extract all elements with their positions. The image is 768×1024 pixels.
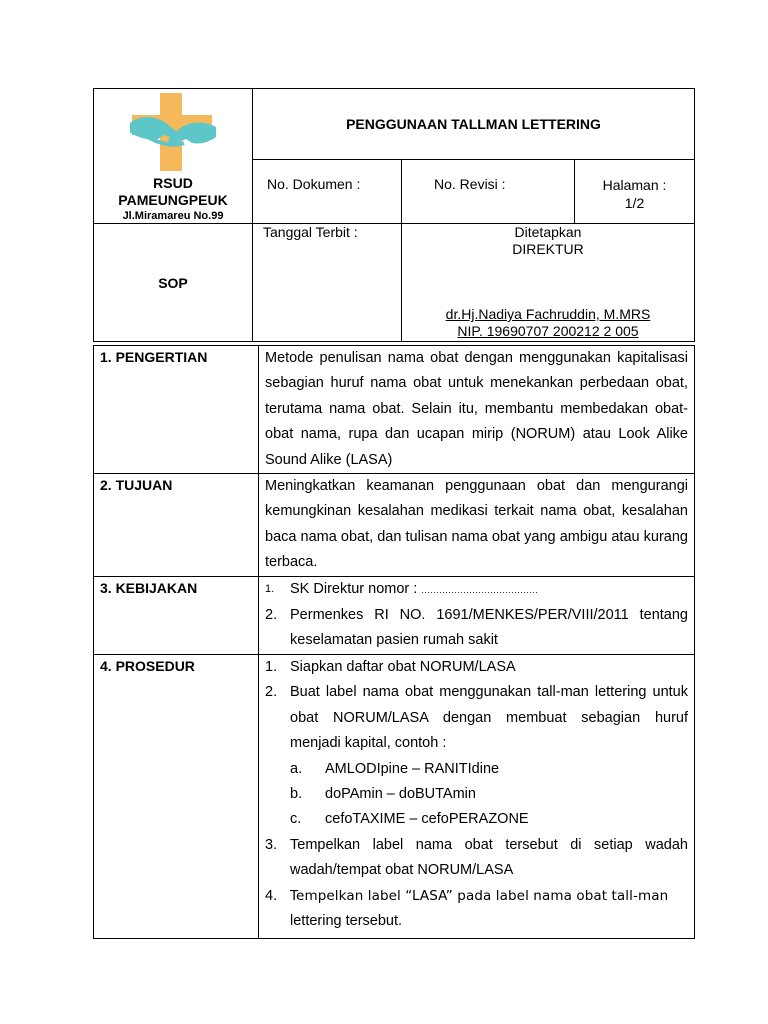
section-label-pengertian: 1. PENGERTIAN bbox=[94, 346, 259, 474]
section-label-prosedur: 4. PROSEDUR bbox=[94, 654, 259, 938]
sop-header-table bbox=[93, 88, 695, 342]
example-letter: a. bbox=[290, 760, 303, 777]
list-item bbox=[265, 884, 688, 935]
example-text: cefoTAXIME – cefoPERAZONE bbox=[325, 811, 529, 828]
section-content-tujuan bbox=[259, 474, 695, 577]
hospital-identity-cell bbox=[94, 89, 253, 224]
list-number: 3. bbox=[265, 836, 278, 853]
prosedur-item-text: Siapkan daftar obat NORUM/LASA bbox=[290, 658, 516, 675]
page-label: Halaman : bbox=[602, 177, 667, 194]
tujuan-text: Meningkatkan keamanan penggunaan obat dan mengurangi kemungkinan kesalahan medikasi terkait nama obat, kesalahan baca nama obat, dan tulisan nama obat yang ambigu atau kurang terbaca. bbox=[265, 478, 688, 571]
hospital-name bbox=[94, 175, 252, 209]
example-item bbox=[290, 807, 688, 832]
list-number: 1. bbox=[265, 582, 275, 595]
signatory-nip: NIP. 19690707 200212 2 005 bbox=[457, 323, 639, 339]
document-title: PENGGUNAAN TALLMAN LETTERING bbox=[253, 89, 695, 160]
page-value: 1/2 bbox=[624, 195, 645, 212]
example-list bbox=[290, 757, 688, 833]
section-content-prosedur bbox=[259, 654, 695, 938]
example-item bbox=[290, 757, 688, 782]
list-number: 4. bbox=[265, 887, 278, 904]
example-letter: b. bbox=[290, 785, 303, 802]
approval-cell bbox=[402, 224, 695, 342]
revision-label: No. Revisi : bbox=[402, 160, 575, 224]
kebijakan-list bbox=[265, 577, 688, 654]
prosedur-list bbox=[265, 655, 688, 934]
page-info-cell bbox=[575, 160, 695, 224]
kebijakan-item-text: SK Direktur nomor : bbox=[290, 580, 422, 597]
hospital-address: Jl.Miramareu No.99 bbox=[122, 210, 224, 222]
list-number: 1. bbox=[265, 658, 278, 675]
hospital-logo bbox=[94, 89, 252, 175]
kebijakan-item-text: Permenkes RI NO. 1691/MENKES/PER/VIII/2011 tentang keselamatan pasien rumah sakit bbox=[290, 607, 688, 649]
prosedur-item-text-continued: lettering tersebut. bbox=[290, 912, 403, 929]
list-item bbox=[265, 603, 688, 654]
list-item bbox=[265, 577, 688, 603]
sop-label: SOP bbox=[94, 224, 253, 342]
hospital-cross-hands-icon bbox=[128, 93, 218, 177]
sop-body-table bbox=[93, 345, 695, 939]
signatory-name: dr.Hj.Nadiya Fachruddin, M.MRS bbox=[445, 306, 651, 322]
hospital-name-line2: PAMEUNGPEUK bbox=[118, 192, 228, 208]
list-item bbox=[265, 655, 688, 680]
section-content-kebijakan bbox=[259, 576, 695, 654]
prosedur-item-text: Tempelkan label “LASA” pada label nama obat tall-man bbox=[290, 887, 669, 904]
section-content-pengertian bbox=[259, 346, 695, 474]
example-item bbox=[290, 782, 688, 807]
approved-label: Ditetapkan bbox=[514, 224, 582, 240]
example-text: doPAmin – doBUTAmin bbox=[325, 785, 476, 802]
approver-title: DIREKTUR bbox=[512, 241, 584, 257]
sk-number-blank: ....................................... bbox=[421, 584, 539, 595]
prosedur-item-text: Tempelkan label nama obat tersebut di setiap wadah wadah/tempat obat NORUM/LASA bbox=[290, 836, 688, 879]
prosedur-item-text: Buat label nama obat menggunakan tall-man lettering untuk obat NORUM/LASA dengan membuat sebagian huruf menjadi kapital, contoh : bbox=[290, 684, 688, 752]
example-letter: c. bbox=[290, 811, 302, 828]
issue-date-label: Tanggal Terbit : bbox=[253, 224, 402, 342]
doc-number-label: No. Dokumen : bbox=[253, 160, 402, 224]
list-item bbox=[265, 680, 688, 832]
list-number: 2. bbox=[265, 607, 278, 624]
pengertian-text: Metode penulisan nama obat dengan menggunakan kapitalisasi sebagian huruf nama obat untuk menekankan perbedaan obat, terutama nama obat. Selain itu, membantu membedakan obat-obat nama, rupa dan ucapan mirip (NORUM) atau Look Alike Sound Alike (LASA) bbox=[265, 350, 688, 468]
list-number: 2. bbox=[265, 684, 278, 701]
example-text: AMLODIpine – RANITIdine bbox=[325, 760, 500, 777]
hospital-name-line1: RSUD bbox=[153, 175, 193, 191]
list-item bbox=[265, 833, 688, 884]
section-label-tujuan: 2. TUJUAN bbox=[94, 474, 259, 577]
section-label-kebijakan: 3. KEBIJAKAN bbox=[94, 576, 259, 654]
